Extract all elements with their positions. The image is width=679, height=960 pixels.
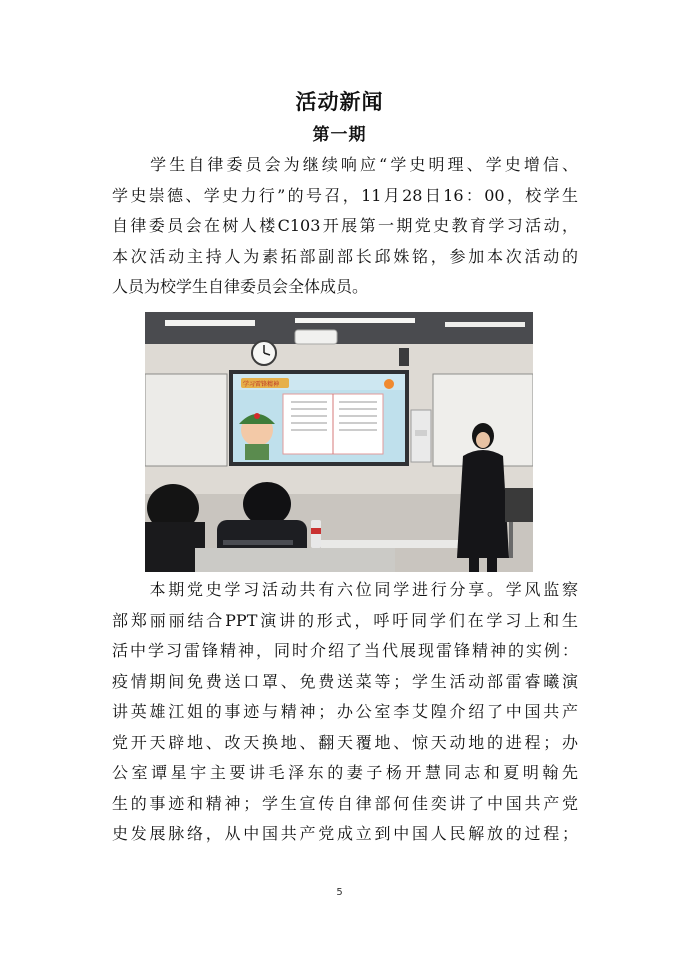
activity-photo bbox=[145, 312, 533, 572]
paragraph-line: 史发展脉络，从中国共产党成立到中国人民解放的过程； bbox=[112, 824, 578, 843]
paragraph-line: 部郑丽丽结合PPT演讲的形式，呼吁同学们在学习上和生 bbox=[112, 610, 578, 630]
paragraph-line: 本期党史学习活动共有六位同学进行分享。学风监察 bbox=[112, 580, 578, 599]
paragraph-line: 党开天辟地、改天换地、翻天覆地、惊天动地的进程；办 bbox=[112, 732, 578, 752]
paragraph-line: 讲英雄江姐的事迹与精神；办公室李艾隍介绍了中国共产 bbox=[112, 702, 578, 721]
paragraph-line: 自律委员会在树人楼C103开展第一期党史教育学习活动， bbox=[112, 216, 578, 235]
classroom-photo-illustration bbox=[145, 312, 533, 572]
screen-heading: 学习雷锋精神 bbox=[243, 381, 280, 388]
sharing-paragraph bbox=[112, 575, 578, 850]
page-number: 5 bbox=[336, 887, 343, 898]
paragraph-line: 活中学习雷锋精神，同时介绍了当代展现雷锋精神的实例： bbox=[112, 641, 578, 660]
paragraph-line: 学生自律委员会为继续响应“学史明理、学史增信、 bbox=[112, 155, 578, 174]
paragraph-line: 学史崇德、学史力行”的号召，11月28日16：00，校学生 bbox=[112, 185, 578, 205]
paragraph-line: 公室谭星宇主要讲毛泽东的妻子杨开慧同志和夏明翰先 bbox=[112, 763, 578, 782]
page-title: 活动新闻 bbox=[295, 89, 384, 114]
paragraph-line: 疫情期间免费送口罩、免费送菜等；学生活动部雷睿曦演 bbox=[112, 671, 578, 691]
issue-heading: 第一期 bbox=[312, 125, 367, 145]
intro-paragraph bbox=[112, 150, 578, 303]
paragraph-line: 人员为校学生自律委员会全体成员。 bbox=[112, 277, 369, 296]
paragraph-line: 生的事迹和精神；学生宣传自律部何佳奕讲了中国共产党 bbox=[112, 793, 578, 813]
paragraph-line: 本次活动主持人为素拓部副部长邱姝铭，参加本次活动的 bbox=[112, 246, 578, 266]
